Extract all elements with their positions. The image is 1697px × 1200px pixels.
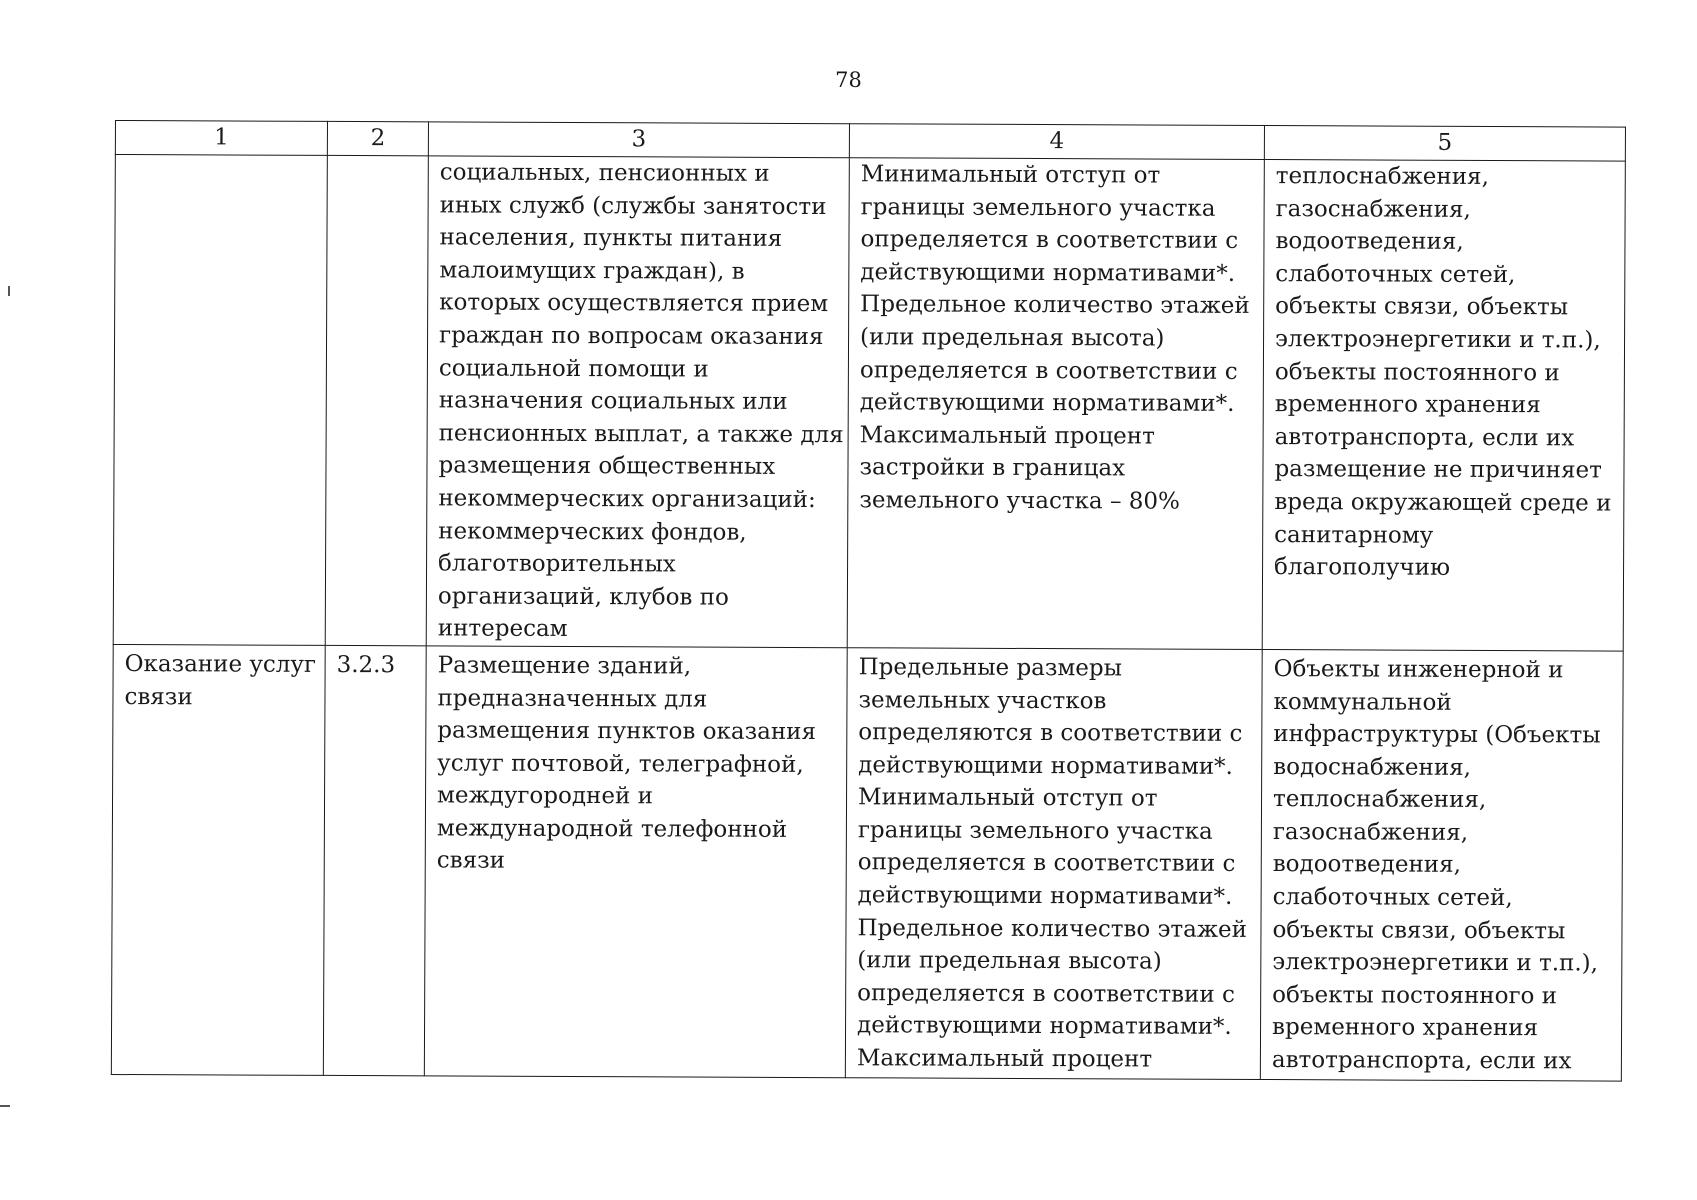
use-description-cell (426, 156, 849, 648)
cell-text-line: Размещение зданий, (437, 652, 692, 680)
cell-text-line: назначения социальных или (438, 387, 788, 416)
cell-text-line: Оказание услуг (124, 650, 317, 678)
column-header-4: 4 (849, 124, 1264, 160)
cell-text-line: размещения общественных (438, 452, 776, 481)
page-number: 78 (835, 68, 862, 92)
column-header-1: 1 (115, 121, 327, 156)
column-header-3: 3 (428, 122, 849, 158)
cell-text-line: водоотведения, (1275, 228, 1464, 256)
cell-text-line: действующими нормативами*. (859, 389, 1235, 418)
cell-text-line: санитарному (1274, 521, 1434, 549)
cell-text-line: инфраструктуры (Объекты (1273, 721, 1601, 749)
cell-text-line: электроэнергетики и т.п.), (1272, 949, 1599, 977)
cell-text-line: водоотведения, (1272, 851, 1462, 879)
scan-edge-mark (8, 286, 10, 296)
cell-text-line: временного хранения (1271, 1014, 1539, 1042)
cell-text-line: социальных, пенсионных и (439, 159, 770, 187)
cell-text-line: вреда окружающей среде и (1274, 488, 1612, 517)
cell-text-line: слаботочных сетей, (1272, 884, 1513, 912)
cell-text-line: автотранспорта, если их (1271, 1047, 1572, 1075)
cell-text-line: малоимущих граждан), в (439, 257, 745, 285)
cell-text-line: Предельное количество этажей (860, 291, 1250, 320)
cell-text-line: объекты постоянного и (1272, 981, 1558, 1010)
cell-text-line: действующими нормативами*. (856, 1012, 1232, 1041)
cell-text-line: услуг почтовой, телеграфной, (437, 750, 804, 778)
cell-text-line: граждан по вопросам оказания (439, 322, 824, 351)
cell-text-line: определяется в соответствии с (857, 849, 1236, 878)
cell-text-line: водоснабжения, (1273, 753, 1472, 781)
permitted-use-name-cell (111, 644, 325, 1075)
cell-text-line: международной телефонной (436, 815, 788, 843)
cell-text-line: благополучию (1274, 554, 1451, 581)
cell-text-line: интересам (437, 615, 568, 643)
cell-text-line: размещения пунктов оказания (437, 717, 817, 746)
table-row (113, 155, 1625, 651)
cell-text-line: Предельное количество этажей (857, 914, 1248, 943)
cell-text-line: некоммерческих организаций: (438, 485, 816, 513)
parameters-cell (845, 648, 1262, 1080)
permitted-use-name-cell (113, 155, 327, 646)
use-code-cell (323, 645, 426, 1075)
cell-text-line: слаботочных сетей, (1275, 260, 1516, 288)
cell-text-line: границы земельного участка (860, 193, 1216, 222)
land-use-regulations-table (111, 120, 1626, 1081)
cell-text-line: земельных участков (858, 686, 1107, 714)
cell-text-line: теплоснабжения, (1272, 786, 1487, 814)
cell-text-line: объекты постоянного и (1274, 358, 1560, 386)
cell-text-line: населения, пункты питания (439, 224, 783, 253)
use-description-cell (424, 646, 847, 1078)
cell-text-line: газоснабжения, (1275, 195, 1471, 223)
cell-text-line: (или предельная высота) (857, 947, 1162, 975)
cell-text-line: размещение не причиняет (1274, 456, 1602, 484)
parameters-cell (847, 158, 1264, 650)
cell-text-line: связи (124, 683, 193, 710)
cell-text-line: действующими нормативами*. (858, 751, 1233, 780)
cell-text-line: иных служб (службы занятости (439, 192, 827, 220)
cell-text-line: организаций, клубов по (437, 583, 729, 611)
cell-text-line: Минимальный отступ от (860, 161, 1161, 189)
cell-text-line: застройки в границах (859, 454, 1126, 482)
column-header-5: 5 (1264, 126, 1625, 162)
cell-text-line: Максимальный процент (856, 1045, 1153, 1073)
cell-text-line: (или предельная высота) (860, 324, 1165, 352)
cell-text-line: 3.2.3 (336, 651, 396, 679)
cell-text-line: автотранспорта, если их (1274, 423, 1575, 452)
use-code-cell (325, 155, 428, 645)
cell-text-line: электроэнергетики и т.п.), (1274, 326, 1601, 354)
cell-text-line: предназначенных для (437, 684, 708, 713)
column-header-2: 2 (327, 121, 428, 155)
cell-text-line: Предельные размеры (858, 654, 1123, 682)
cell-text-line: Минимальный отступ от (857, 784, 1158, 812)
scan-edge-mark-bottom (0, 1105, 10, 1107)
auxiliary-uses-cell (1262, 160, 1625, 651)
cell-text-line: междугородней и (436, 782, 654, 810)
cell-text-line: определяется в соответствии с (859, 356, 1238, 385)
cell-text-line: связи (436, 847, 506, 875)
table-row (111, 644, 1623, 1081)
cell-text-line: объекты связи, объекты (1275, 293, 1569, 321)
cell-text-line: действующими нормативами*. (860, 259, 1236, 287)
cell-text-line: определяется в соответствии с (857, 980, 1235, 1008)
cell-text-line: теплоснабжения, (1275, 163, 1489, 190)
auxiliary-uses-cell (1260, 649, 1623, 1081)
cell-text-line: некоммерческих фондов, (438, 517, 747, 546)
cell-text-line: газоснабжения, (1272, 818, 1469, 846)
cell-text-line: земельного участка – 80% (859, 487, 1180, 515)
cell-text-line: которых осуществляется прием (439, 289, 829, 318)
cell-text-line: объекты связи, объекты (1272, 916, 1566, 944)
cell-text-line: действующими нормативами*. (857, 882, 1233, 910)
cell-text-line: границы земельного участка (857, 817, 1213, 845)
cell-text-line: Максимальный процент (859, 422, 1155, 450)
cell-text-line: временного хранения (1274, 391, 1541, 419)
cell-text-line: пенсионных выплат, а также для (438, 420, 844, 448)
cell-text-line: определяются в соответствии с (858, 719, 1243, 748)
cell-text-line: благотворительных (438, 550, 676, 578)
cell-text-line: Объекты инженерной и (1273, 655, 1564, 684)
cell-text-line: социальной помощи и (438, 354, 709, 383)
cell-text-line: коммунальной (1273, 688, 1452, 716)
cell-text-line: определяется в соответствии с (860, 226, 1239, 255)
